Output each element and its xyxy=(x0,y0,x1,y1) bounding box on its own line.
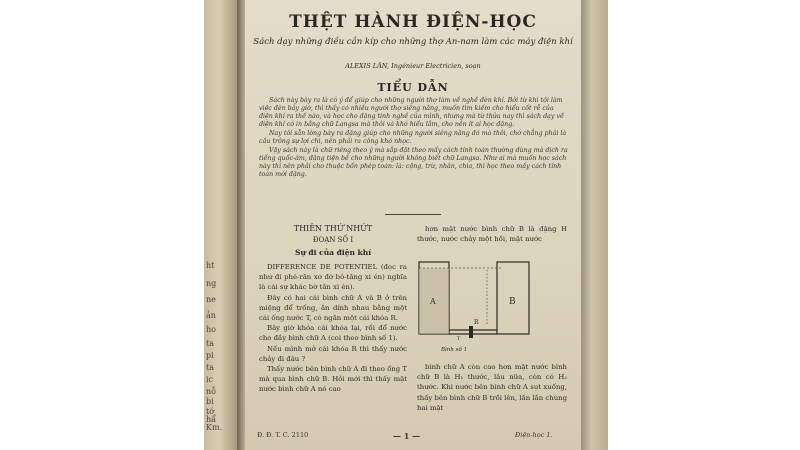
previous-page xyxy=(204,0,237,450)
valve-r xyxy=(469,326,473,338)
paragraph: Thấy nước bên bình chữ A đi theo ống T mà qua bình chữ B. Hỏi mới thì thấy mặt nước bình chữ A nó cao xyxy=(259,365,407,394)
right-column-top xyxy=(417,224,567,244)
preface-paragraph: Sách này bày ra là có ý để giúp cho những người thợ làm về nghề đèn khí. Bởi từ khi tôi làm việc đèn bảy giờ, thì thấy có nhiều người thợ siêng năng, muốn tìm kiếm cho hiểu cốt rễ của điện khí ra thế nào, và học cho đặng tinh nghề của mình, nhưng mà từ thửa nay thì sách dạy về điện khí có in bằng chữ Langsa mà thôi và khó hiểu lắm, cho nên ít ai học đặng. xyxy=(259,97,564,128)
previous-page-fragment: pi xyxy=(206,351,214,360)
page-subtitle: Sách dạy những điều cần kíp cho những thợ An-nam làm các máy điện khí xyxy=(253,37,573,47)
page-title: THỆT HÀNH ĐIỆN-HỌC xyxy=(289,12,537,32)
previous-page-fragment: tớ xyxy=(206,407,215,416)
book-gutter xyxy=(237,0,245,450)
topic-heading: Sự đi của điện khí xyxy=(294,248,372,257)
previous-page-fragment: ne xyxy=(206,295,216,304)
page-edges xyxy=(581,0,608,450)
preface-heading: TIỂU DẪN xyxy=(377,81,449,94)
paragraph: Bây giờ khóa cái khóa lại, rồi đổ nước cho đầy bình chữ A (coi theo bình số 1). xyxy=(259,324,407,343)
previous-page-fragment: bi xyxy=(206,397,214,406)
preface-text xyxy=(259,97,569,180)
figure-caption: Bình số 1 xyxy=(441,347,468,353)
paragraph: DIFFERENCE DE POTENTIEL (đọc ra như đi phé-răn xơ đờ bô-tăng xi én) nghĩa là cái sự khác bờ tăn xi én). xyxy=(259,263,407,292)
pipe-label: T xyxy=(457,336,461,342)
vessel-b-label: B xyxy=(509,297,516,307)
left-column xyxy=(259,262,407,395)
previous-page-fragment: ta xyxy=(206,339,214,348)
right-column-bottom xyxy=(417,362,567,413)
previous-page-fragment: ht xyxy=(206,261,215,270)
footer-right: Điện-học 1. xyxy=(515,431,553,439)
previous-page-fragment: nỗ xyxy=(206,387,217,396)
book-photo xyxy=(204,0,608,450)
previous-page-fragment: hẩ xyxy=(206,415,217,424)
previous-page-fragment: ản xyxy=(206,311,216,320)
previous-page-fragment: ic xyxy=(206,375,214,384)
divider xyxy=(385,214,441,215)
valve-label: R xyxy=(474,319,479,326)
previous-page-fragment: ta xyxy=(206,363,214,372)
author-line: ALEXIS LÂN, Ingénieur Electricien, soạn xyxy=(345,62,481,70)
vessel-diagram xyxy=(417,256,565,342)
book-page xyxy=(245,0,581,450)
paragraph: hơn mặt nước bình chữ B là đặng H thước, nước chảy một hồi, mặt nước xyxy=(417,225,567,244)
page-number: — 1 — xyxy=(393,431,421,441)
section-heading: ĐOẠN SỐ I xyxy=(312,236,354,244)
preface-paragraph: Vậy sách này là chữ riêng theo ý mà sắp đặt theo mấy cách tính toán thường dùng mà dịch ra tiếng quốc-âm, đặng tiện bề cho những người không biết chữ Langsa. Như ai mà muốn học sách này thì nên phải cho thuộc bốn phép toán: là: cộng, trừ, nhân, chia, thì học theo mấy cách tính toán mới đặng. xyxy=(259,147,568,178)
footer-left: Đ. Đ. T. C. 2110 xyxy=(257,431,309,439)
previous-page-fragment: ng xyxy=(206,279,217,288)
part-heading: THIÊN THỨ NHỨT xyxy=(293,224,373,233)
paragraph: Nếu mình mở cái khóa R thì thấy nước chảy đi đâu ? xyxy=(259,344,407,363)
preface-paragraph: Nay tôi sẵn lòng bày ra đặng giúp cho những người siêng năng đó mà thôi, chớ chẳng phải là cầu trông sự lợi chi, nên phải ra công khó nhọc. xyxy=(259,130,567,145)
paragraph: Đây có hai cái bình chữ A và B ở trên miệng để trống, ăn dính nhau bằng một cái ống nước T, có ngăn một cái khóa R. xyxy=(259,293,407,323)
previous-page-fragment: Km. xyxy=(206,423,223,432)
paragraph: bình chữ A còn cao hơn mặt nước bình chữ B là H₁ thước, lâu nữa, còn có H₂ thước. Khi nước bên bình chữ A sụt xuống, thấy bên bình chữ B trồi lên, lần lần chùng hai mặt xyxy=(417,363,567,412)
previous-page-fragment: ho xyxy=(206,325,216,334)
vessel-a-label: A xyxy=(430,297,436,306)
